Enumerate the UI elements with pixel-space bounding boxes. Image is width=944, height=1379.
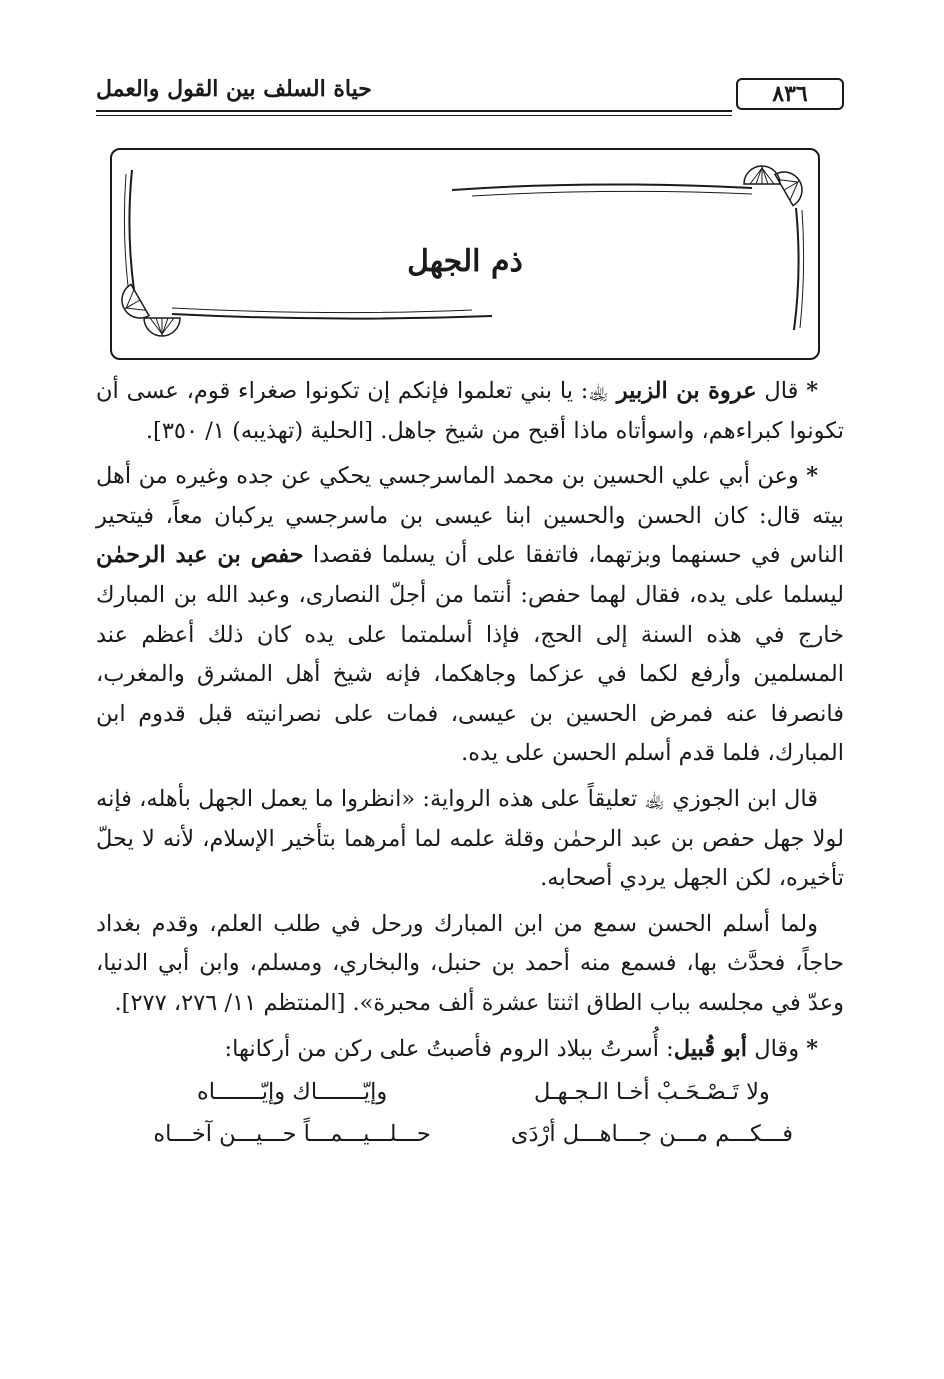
name-segment: حفص بن عبد الرحمٰن	[96, 542, 304, 569]
text-segment: وعن أبي علي الحسين بن محمد الماسرجسي يحكي عن جده وغيره من أهل بيته قال: كان الحسن والحسين ابنا عيسى بن ماسرجسي يركبان معاً، فيتحير الناس في حسنهما وبزتهما، فاتفقا على أن يسلما فقصدا	[96, 463, 844, 569]
text-segment: ولما أسلم الحسن سمع من ابن المبارك ورحل في طلب العلم، وقدم بغداد حاجاً، فحدَّث بها، فسمع منه أحمد بن حنبل، والبخاري، ومسلم، وابن أبي الدنيا، وعدّ في مجلسه بباب الطاق اثنتا عشرة ألف محبرة». [المنتظم ١١/ ٢٧٦، ٢٧٧].	[96, 910, 844, 1016]
bullet-marker: *	[806, 378, 818, 404]
poem-verse	[96, 1071, 844, 1113]
bullet-marker: *	[806, 463, 818, 490]
paragraph	[96, 905, 844, 1024]
verse-second-hemistich: وإيّـــــــاك وإيّـــــــاه	[196, 1079, 388, 1106]
bullet-marker: *	[806, 1035, 818, 1062]
chapter-title: ذم الجهل	[407, 244, 523, 279]
paragraph	[96, 780, 844, 899]
poem-verse	[96, 1113, 844, 1155]
page-header	[96, 74, 844, 114]
paragraph	[96, 372, 844, 451]
text-segment: ﵀: يا بني تعلموا فإنكم إن تكونوا صغراء قوم، عسى أن تكونوا كبراءهم، واسوأتاه ماذا أقبح من شيخ جاهل. [الحلية (تهذيبه) ١/ ٣٥٠].	[96, 378, 844, 444]
text-segment: وقال	[747, 1035, 807, 1062]
paragraph	[96, 457, 844, 774]
chapter-title-frame	[110, 148, 820, 360]
text-segment: : أُسرتُ ببلاد الروم فأصبتُ على ركن من أركانها:	[224, 1035, 674, 1062]
page-number: ٨٣٦	[736, 78, 844, 110]
header-rule-thin	[96, 115, 732, 116]
verse-first-hemistich: ولا تَـصْـحَـبْ أخـا الـجـهـل	[534, 1079, 770, 1106]
name-segment: أبو قُبيل	[673, 1035, 748, 1062]
text-segment: قال	[756, 378, 807, 404]
verse-second-hemistich: حـــلـــيـــمـــاً حـــيـــن آخـــاه	[153, 1121, 431, 1148]
text-segment: قال ابن الجوزي ﵀ تعليقاً على هذه الرواية: «انظروا ما يعمل الجهل بأهله، فإنه لولا جهل حفص بن عبد الرحمٰن وقلة علمه لما أمرهما بتأخير الإسلام، لأنه لا يحلّ تأخيره، لكن الجهل يردي أصحابه.	[96, 785, 844, 892]
text-segment: ليسلما على يده، فقال لهما حفص: أنتما من أجلّ النصارى، وعبد الله بن المبارك خارج في هذه السنة إلى الحج، فإذا أسلمتما على يده كان ذلك أعظم عند المسلمين وأرفع لكما في عزكما وجاهكما، فإنه شيخ أهل المشرق والمغرب، فانصرفا عنه فمرض الحسين بن عيسى، فمات على نصرانيته قبل قدوم ابن المبارك، فلما قدم أسلم الحسن على يده.	[96, 581, 844, 767]
name-segment: عروة بن الزبير	[616, 378, 757, 404]
verse-first-hemistich: فـــكـــم مـــن جـــاهـــل أرْدَى	[510, 1121, 793, 1148]
main-text	[96, 372, 844, 1155]
paragraph	[96, 1030, 844, 1070]
book-title: حياة السلف بين القول والعمل	[96, 76, 372, 102]
header-rule	[96, 110, 732, 112]
